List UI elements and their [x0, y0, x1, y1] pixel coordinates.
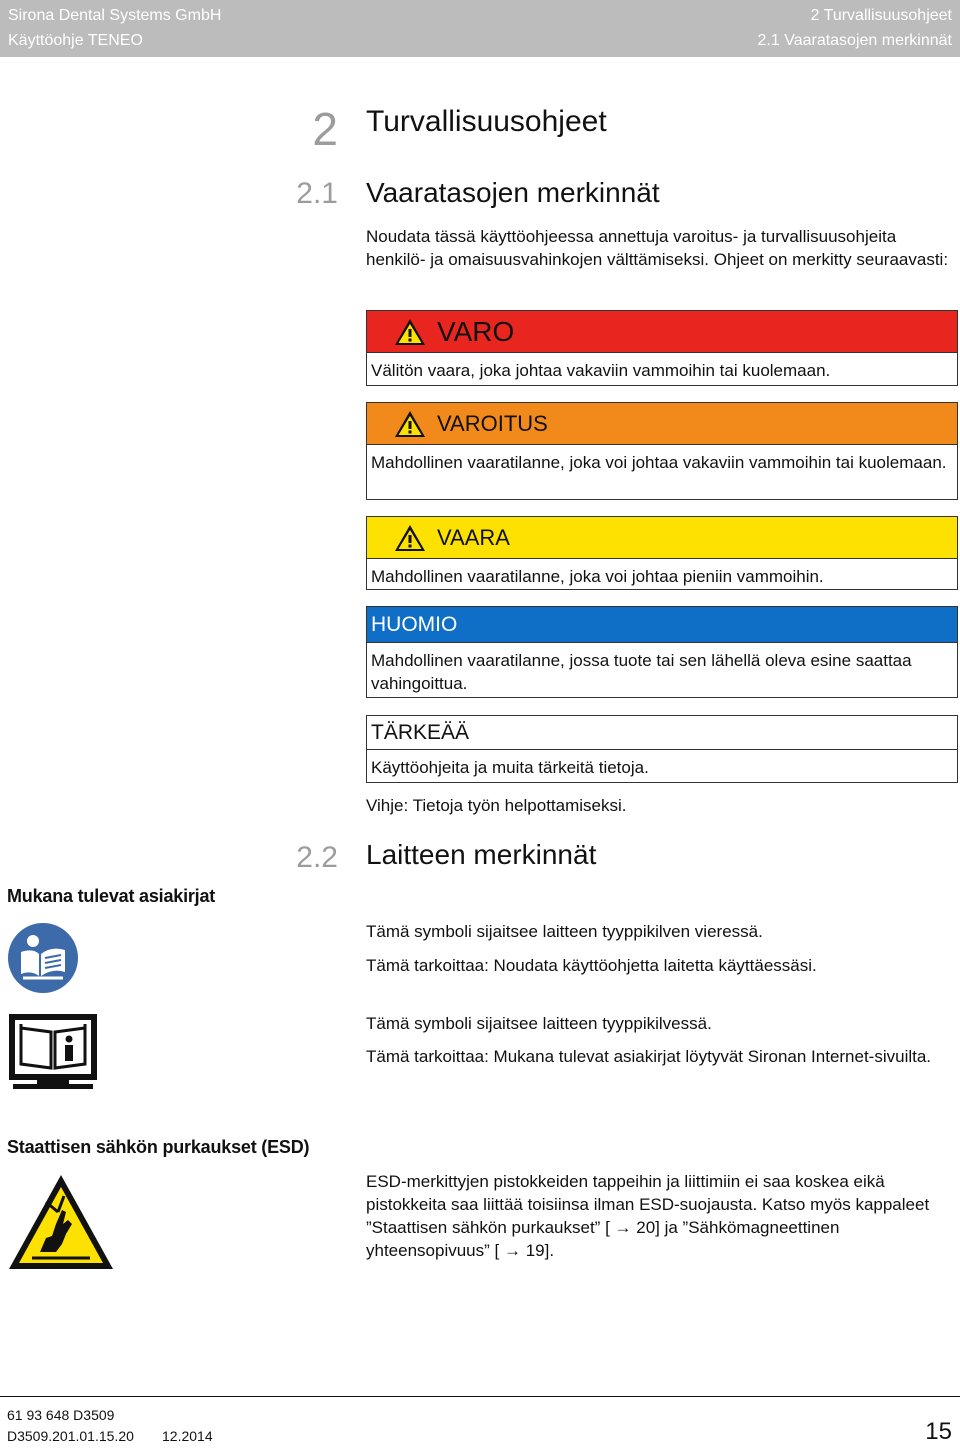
chapter-title: Turvallisuusohjeet — [366, 105, 607, 138]
section2-number: 2.2 — [296, 841, 338, 874]
header-section-ref: 2.1 Vaaratasojen merkinnät — [757, 32, 952, 49]
tip-text: Tietoja työn helpottamiseksi. — [412, 796, 627, 815]
esd-heading: Staattisen sähkön purkaukset (ESD) — [7, 1137, 310, 1157]
footer-doc-code: D3509.201.01.15.20 — [7, 1428, 134, 1444]
section-intro: Noudata tässä käyttöohjeessa annettuja varoitus- ja turvallisuusohjeita henkilö- ja omaisuusvahinkojen välttämiseksi. Ohjeet on merkitty seuraavasti: — [366, 227, 949, 269]
chapter-number: 2 — [312, 103, 338, 155]
notice-vaara-text: Mahdollinen vaaratilanne, joka voi johtaa pieniin vammoihin. — [371, 567, 824, 586]
symbol2-location: Tämä symboli sijaitsee laitteen tyyppikilvessä. — [366, 1014, 712, 1033]
header-manual: Käyttöohje TENEO — [8, 32, 143, 49]
footer-divider — [0, 1396, 960, 1397]
notice-varo-bar — [367, 311, 957, 353]
section2-title: Laitteen merkinnät — [366, 839, 597, 870]
footer-doc-number: 61 93 648 D3509 — [7, 1407, 115, 1423]
notice-varoitus-label: VAROITUS — [437, 410, 548, 436]
notice-vaara — [366, 516, 958, 590]
warning-triangle-icon — [393, 409, 427, 439]
notice-huomio-bar — [367, 607, 957, 643]
warning-triangle-icon — [393, 523, 427, 553]
tip-label: Vihje: — [366, 796, 409, 815]
notice-tarkeaa — [366, 715, 958, 783]
header-chapter-ref: 2 Turvallisuusohjeet — [810, 7, 952, 24]
notice-huomio — [366, 606, 958, 698]
tip — [366, 794, 627, 817]
section-number: 2.1 — [296, 177, 338, 210]
symbol1-meaning: Tämä tarkoittaa: Noudata käyttöohjetta laitetta käyttäessäsi. — [366, 956, 817, 975]
read-manual-icon — [7, 922, 79, 994]
esd-text: ESD-merkittyjen pistokkeiden tappeihin ja liittimiin ei saa koskea eikä pistokkeita saa liittää toisiinsa ilman ESD-suojausta. Katso myös kappaleet ”Staattisen sähkön purkaukset” [ → 20] ja ”Sähkömagneettinen yhteensopivuus” [ → 19]. — [366, 1172, 930, 1260]
notice-tarkeaa-text: Käyttöohjeita ja muita tärkeitä tietoja. — [371, 758, 649, 777]
header-company: Sirona Dental Systems GmbH — [8, 7, 222, 24]
online-docs-icon — [7, 1012, 99, 1090]
notice-varo-text: Välitön vaara, joka johtaa vakaviin vammoihin tai kuolemaan. — [371, 361, 831, 380]
notice-tarkeaa-label: TÄRKEÄÄ — [371, 720, 470, 744]
footer-date: 12.2014 — [162, 1428, 213, 1444]
notice-huomio-label: HUOMIO — [371, 612, 458, 636]
page-number: 15 — [925, 1418, 952, 1445]
symbol1-location: Tämä symboli sijaitsee laitteen tyyppikilven vieressä. — [366, 922, 763, 941]
symbol2-meaning: Tämä tarkoittaa: Mukana tulevat asiakirjat löytyvät Sironan Internet-sivuilta. — [366, 1047, 932, 1066]
notice-varoitus-text: Mahdollinen vaaratilanne, joka voi johtaa vakaviin vammoihin tai kuolemaan. — [371, 453, 947, 472]
warning-triangle-icon — [393, 317, 427, 347]
notice-huomio-text: Mahdollinen vaaratilanne, jossa tuote tai sen lähellä oleva esine saattaa vahingoittua. — [371, 651, 912, 693]
notice-varo-label: VARO — [437, 315, 515, 347]
notice-varoitus-bar — [367, 403, 957, 445]
side-heading-documents: Mukana tulevat asiakirjat — [7, 886, 216, 906]
notice-varoitus — [366, 402, 958, 500]
notice-vaara-bar — [367, 517, 957, 559]
notice-vaara-label: VAARA — [437, 524, 510, 550]
esd-warning-icon — [6, 1172, 116, 1272]
section-title: Vaaratasojen merkinnät — [366, 177, 660, 208]
notice-tarkeaa-bar — [367, 716, 957, 750]
notice-varo — [366, 310, 958, 386]
